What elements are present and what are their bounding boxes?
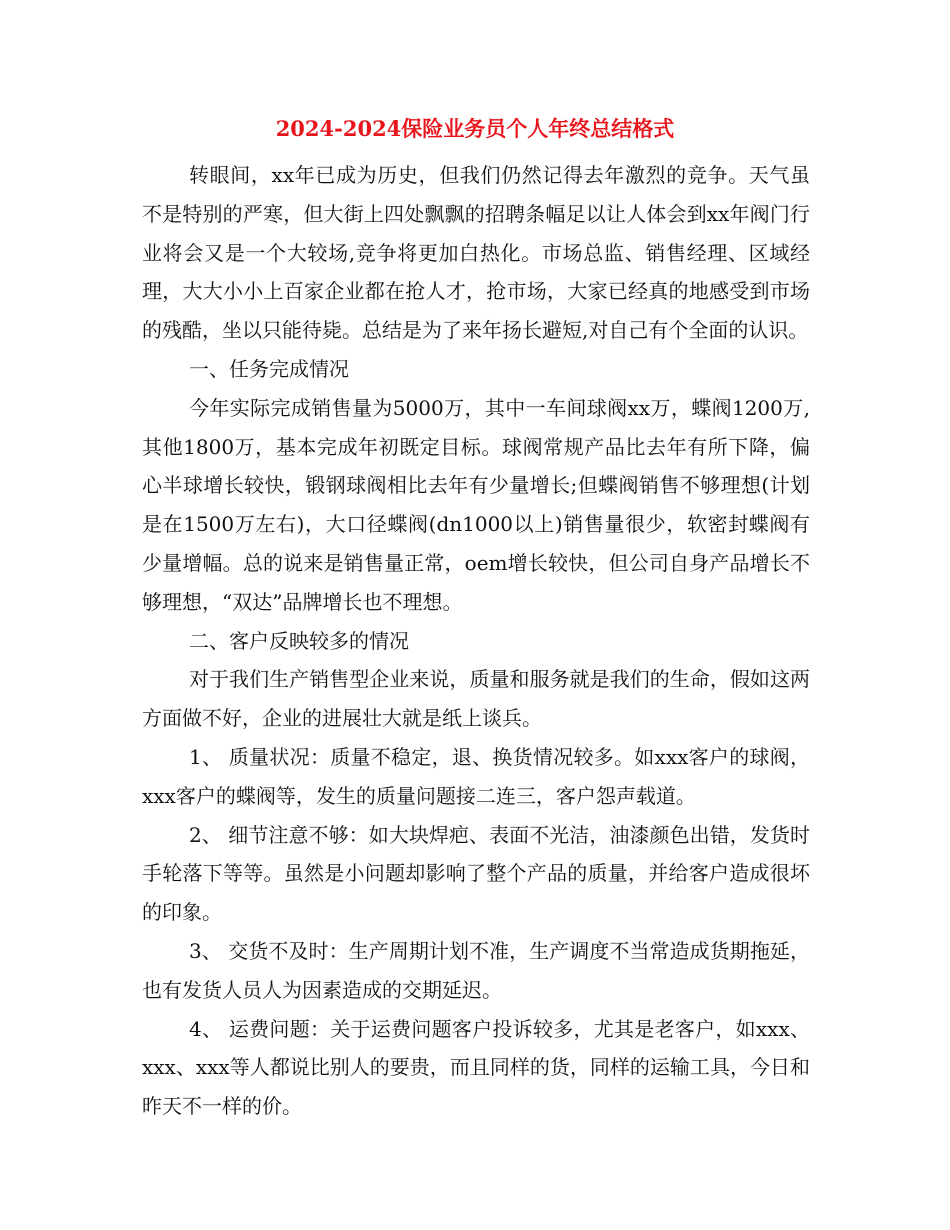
list-item-quality-status: 1、 质量状况：质量不稳定，退、换货情况较多。如xxx客户的球阀，xxx客户的蝶阀等，发生的质量问题接二连三，客户怨声载道。 bbox=[142, 744, 810, 808]
list-item-delivery-delay: 3、 交货不及时：生产周期计划不准，生产调度不当常造成货期拖延，也有发货人员人为因素造成的交期延迟。 bbox=[142, 938, 810, 1002]
list-item-detail-attention: 2、 细节注意不够：如大块焊疤、表面不光洁，油漆颜色出错，发货时手轮落下等等。虽然是小问题却影响了整个产品的质量，并给客户造成很坏的印象。 bbox=[142, 822, 810, 925]
section-heading-task-completion: 一、任务完成情况 bbox=[189, 356, 349, 381]
list-item-freight-issue: 4、 运费问题：关于运费问题客户投诉较多，尤其是老客户，如xxx、xxx、xxx等人都说比别人的要贵，而且同样的货，同样的运输工具，今日和昨天不一样的价。 bbox=[142, 1016, 810, 1119]
paragraph-sales-results: 今年实际完成销售量为5000万，其中一车间球阀xx万，蝶阀1200万,其他1800万，基本完成年初既定目标。球阀常规产品比去年有所下降，偏心半球增长较快，锻钢球阀相比去年有少量增长;但蝶阀销售不够理想(计划是在1500万左右)，大口径蝶阀(dn1000以上)销售量很少，软密封蝶阀有少量增幅。总的说来是销售量正常，oem增长较快，但公司自身产品增长不够理想，“双达”品牌增长也不理想。 bbox=[142, 395, 810, 614]
document-title: 2024-2024保险业务员个人年终总结格式 bbox=[275, 116, 675, 141]
section-heading-customer-feedback: 二、客户反映较多的情况 bbox=[189, 628, 409, 653]
paragraph-intro: 转眼间，xx年已成为历史，但我们仍然记得去年激烈的竞争。天气虽不是特别的严寒，但大街上四处飘飘的招聘条幅足以让人体会到xx年阀门行业将会又是一个大较场,竞争将更加白热化。市场总监、销售经理、区域经理，大大小小上百家企业都在抢人才，抢市场，大家已经真的地感受到市场的残酷，坐以只能待毙。总结是为了来年扬长避短,对自己有个全面的认识。 bbox=[142, 163, 810, 343]
paragraph-quality-service: 对于我们生产销售型企业来说，质量和服务就是我们的生命，假如这两方面做不好，企业的进展壮大就是纸上谈兵。 bbox=[142, 667, 810, 731]
document-body bbox=[142, 156, 810, 1126]
